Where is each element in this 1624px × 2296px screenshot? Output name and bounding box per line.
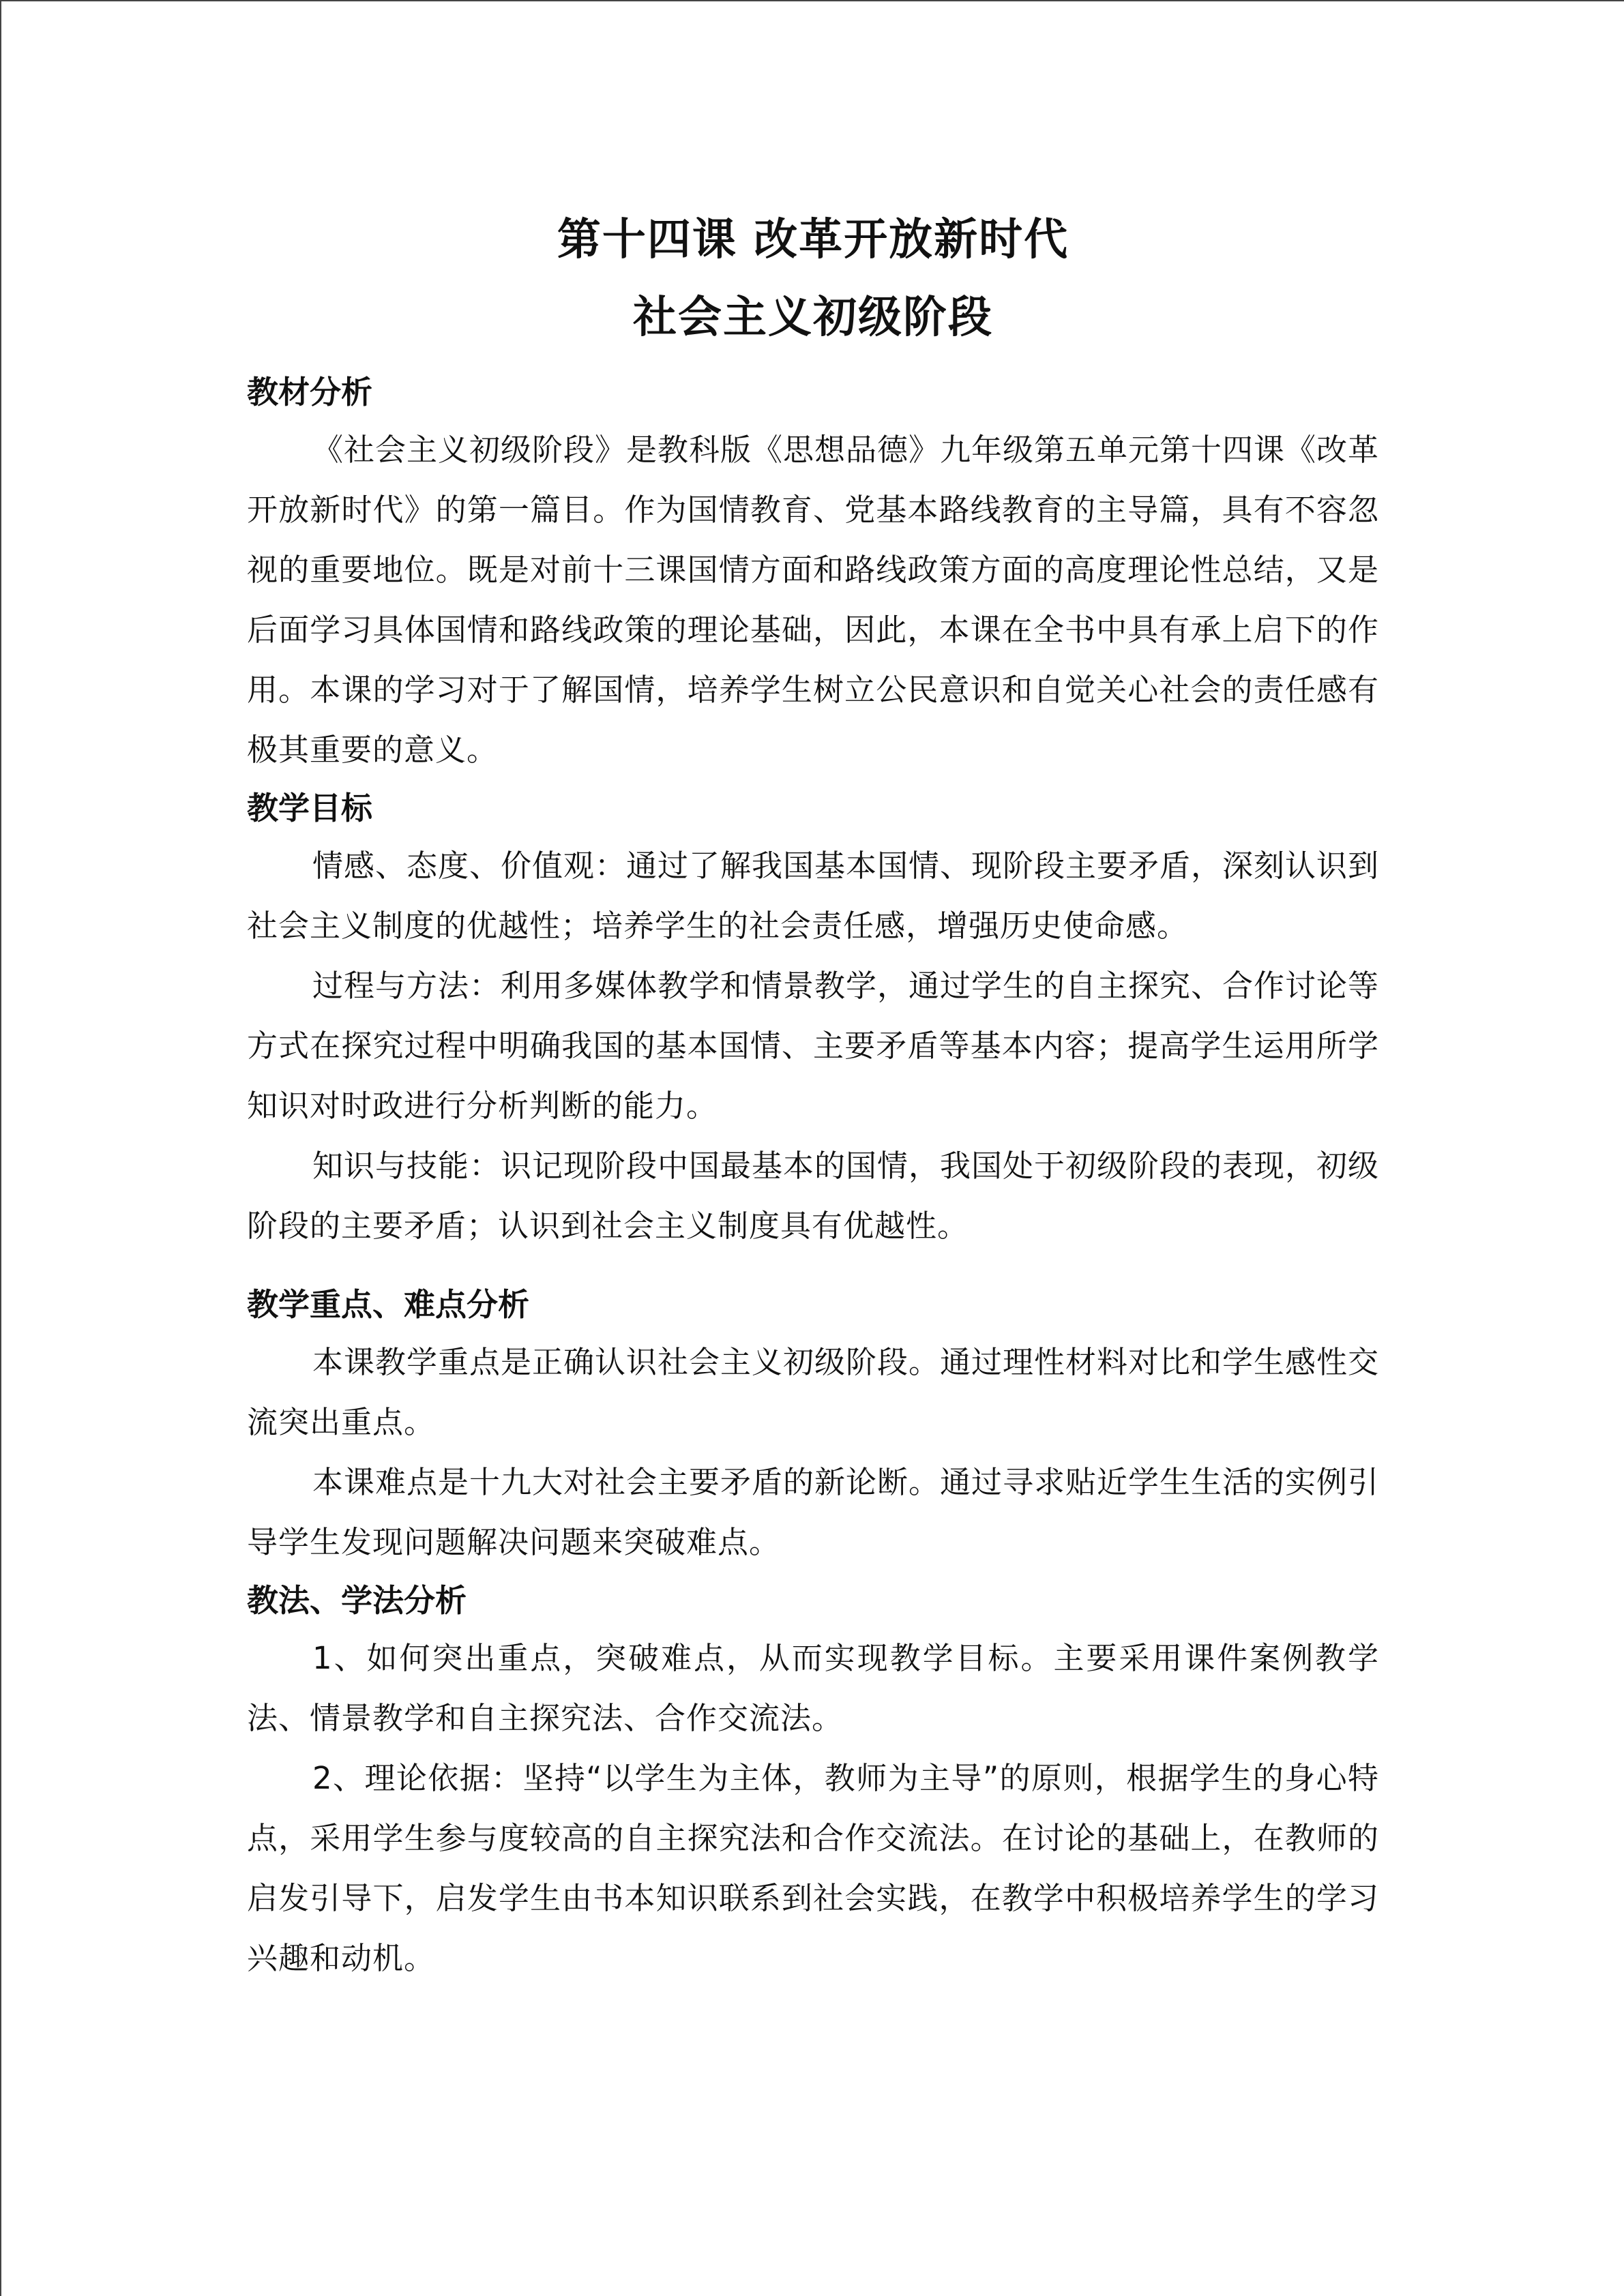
paragraph: 情感、态度、价值观：通过了解我国基本国情、现阶段主要矛盾，深刻认识到社会主义制度的优越性；培养学生的社会责任感，增强历史使命感。 (247, 848, 1380, 944)
section-textbook-analysis (247, 364, 1379, 780)
paragraph: 过程与方法：利用多媒体教学和情景教学，通过学生的自主探究、合作讨论等方式在探究过程中明确我国的基本国情、主要矛盾等基本内容；提高学生运用所学知识对时政进行分析判断的能力。 (247, 968, 1380, 1124)
section-heading: 教学重点、难点分析 (247, 1286, 529, 1323)
section-teaching-goals (247, 780, 1379, 1256)
section-heading: 教材分析 (247, 374, 372, 411)
paragraph: 知识与技能：识记现阶段中国最基本的国情，我国处于初级阶段的表现，初级阶段的主要矛盾；认识到社会主义制度具有优越性。 (247, 1148, 1380, 1244)
paragraph: 本课教学重点是正确认识社会主义初级阶段。通过理性材料对比和学生感性交流突出重点。 (247, 1344, 1380, 1440)
page-subtitle: 社会主义初级阶段 (633, 292, 993, 343)
page-title: 第十四课 改革开放新时代 (557, 214, 1069, 265)
section-teaching-methods (247, 1572, 1379, 1988)
paragraph: 1、如何突出重点，突破难点，从而实现教学目标。主要采用课件案例教学法、情景教学和自主探究法、合作交流法。 (247, 1640, 1379, 1736)
section-heading: 教学目标 (247, 790, 372, 826)
paragraph: 本课难点是十九大对社会主要矛盾的新论断。通过寻求贴近学生生活的实例引导学生发现问题解决问题来突破难点。 (247, 1464, 1380, 1560)
paragraph: 《社会主义初级阶段》是教科版《思想品德》九年级第五单元第十四课《改革开放新时代》的第一篇目。作为国情教育、党基本路线教育的主导篇，具有不容忽视的重要地位。既是对前十三课国情方面和路线政策方面的高度理论性总结，又是后面学习具体国情和路线政策的理论基础，因此，本课在全书中具有承上启下的作用。本课的学习对于了解国情，培养学生树立公民意识和自觉关心社会的责任感有极其重要的意义。 (247, 432, 1380, 768)
paragraph: 2、理论依据：坚持“以学生为主体，教师为主导”的原则，根据学生的身心特点，采用学生参与度较高的自主探究法和合作交流法。在讨论的基础上，在教师的启发引导下，启发学生由书本知识联系到社会实践，在教学中积极培养学生的学习兴趣和动机。 (247, 1760, 1379, 1976)
page-content (247, 206, 1379, 1988)
section-key-difficult-points (247, 1277, 1379, 1572)
section-heading: 教法、学法分析 (247, 1582, 467, 1619)
